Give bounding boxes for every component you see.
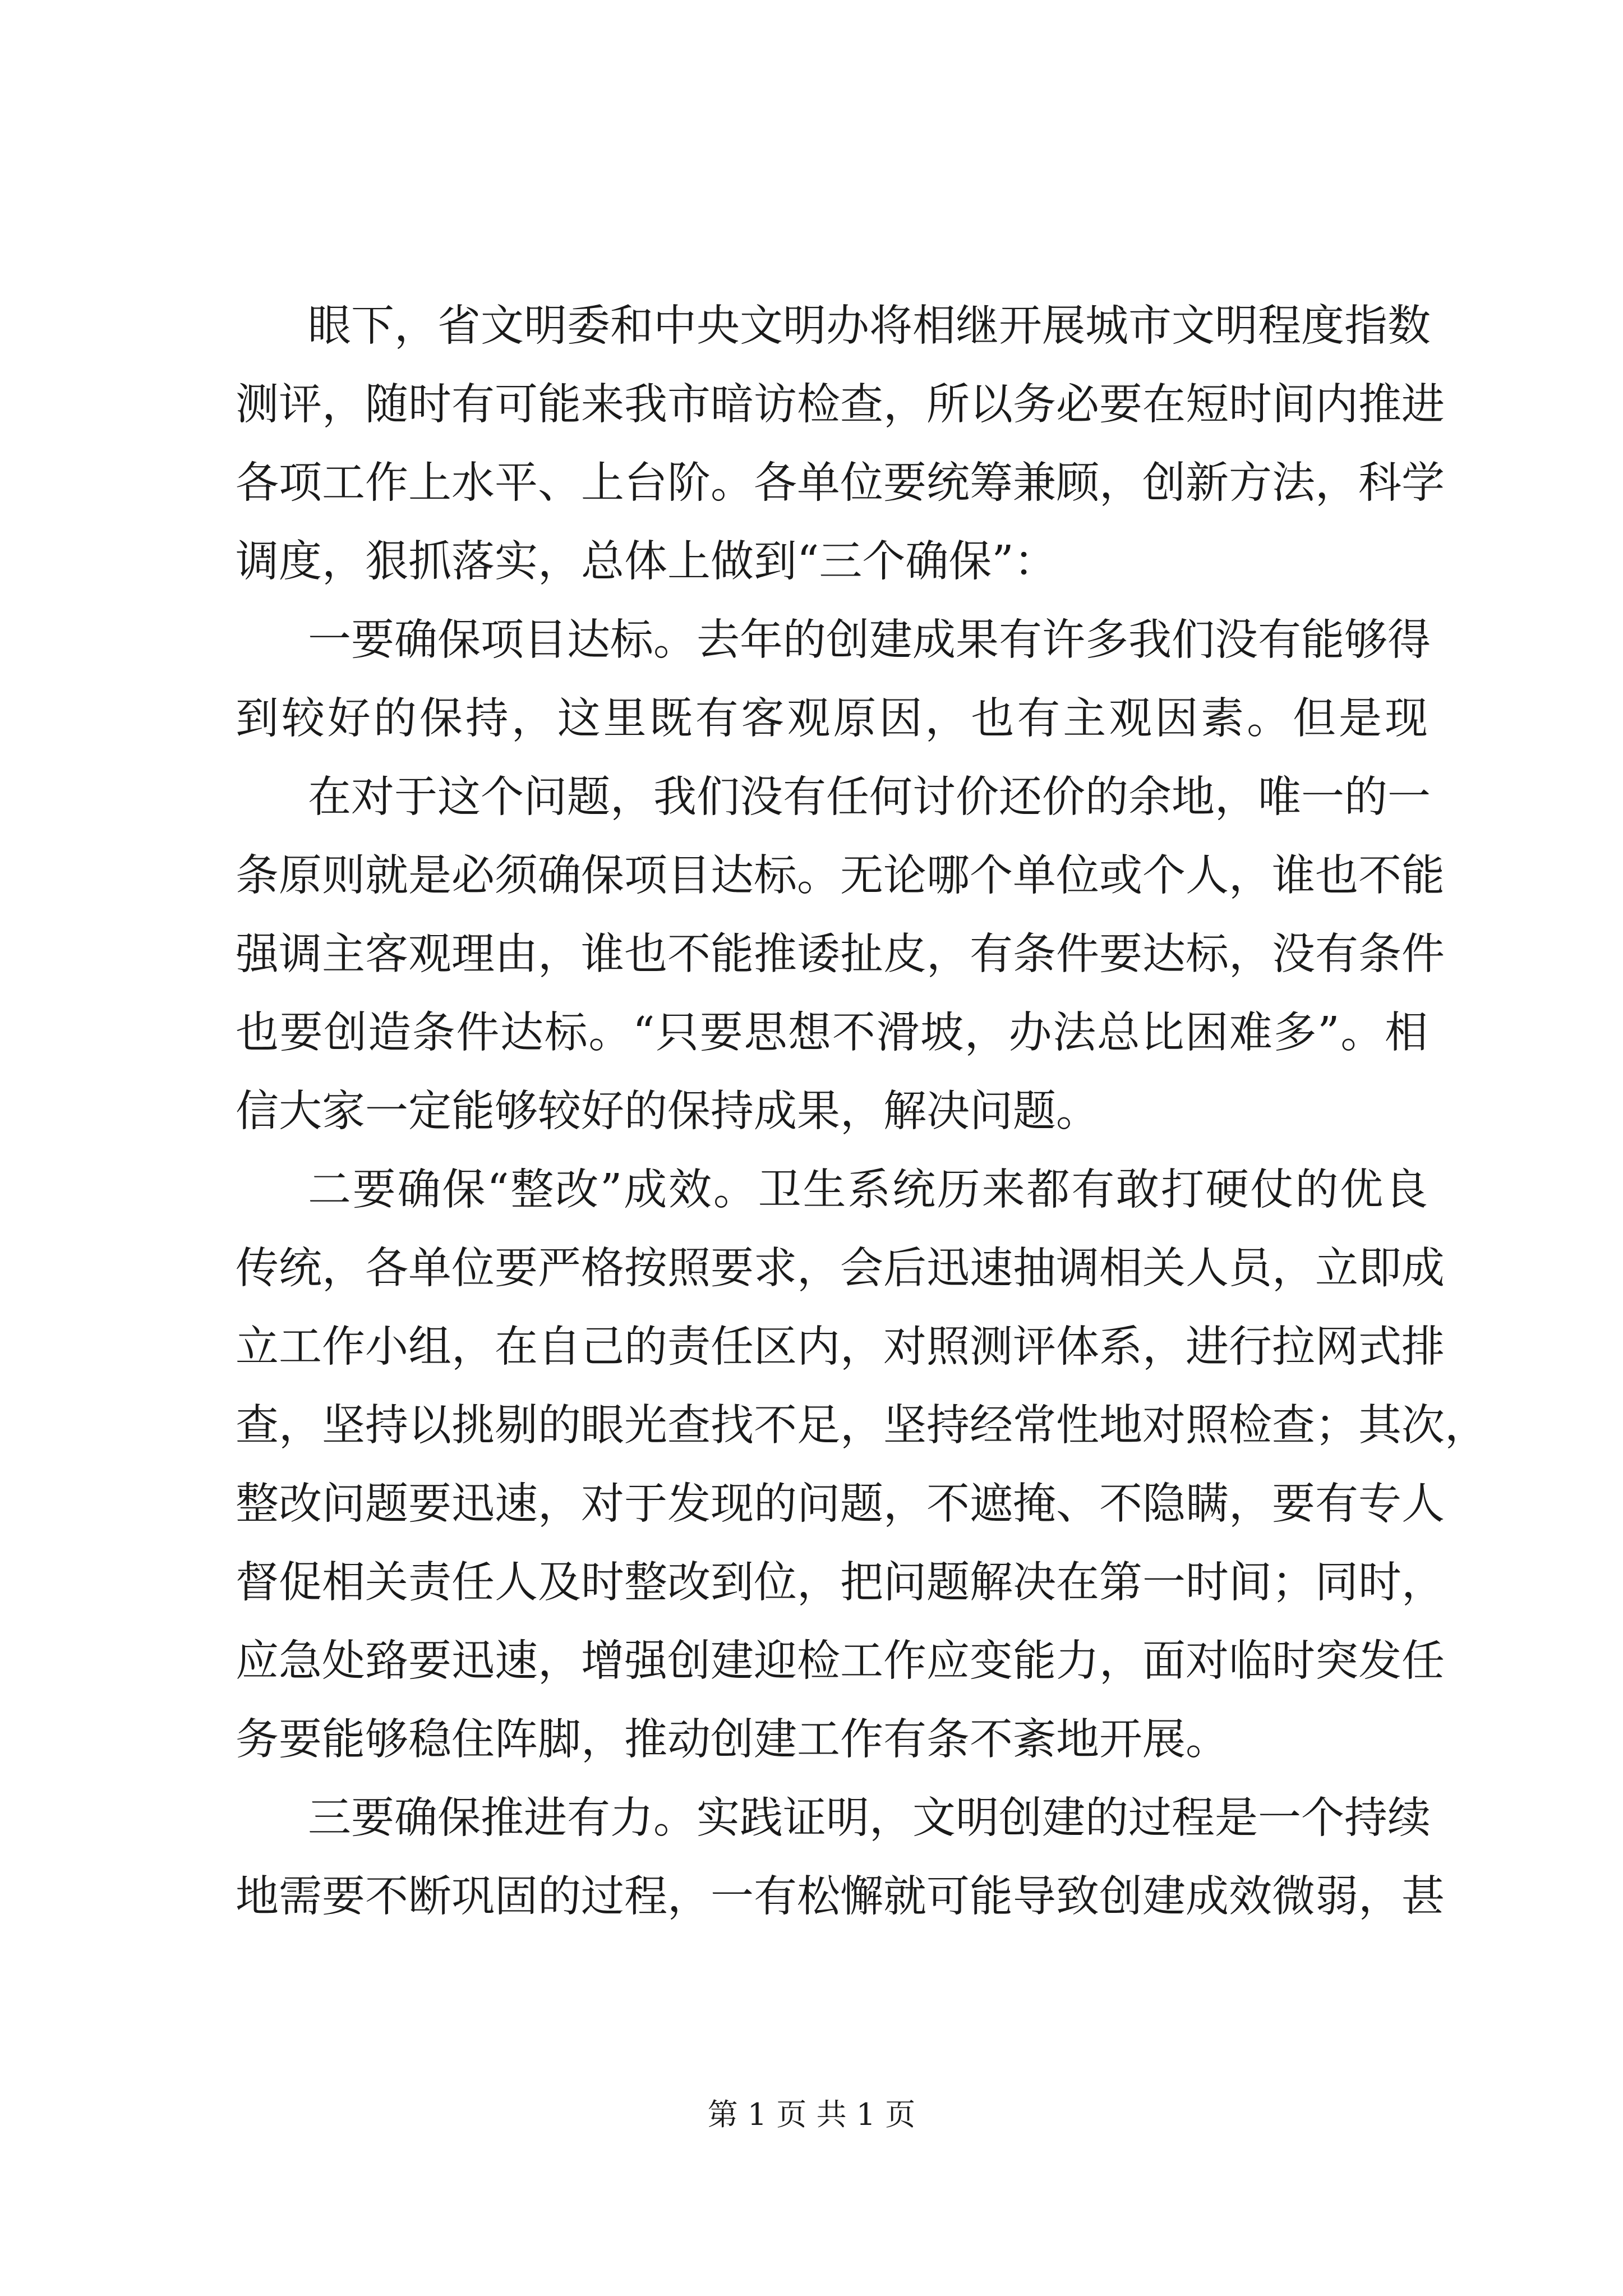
text-line: 调度，狠抓落实，总体上做到“三个确保”： bbox=[236, 537, 1057, 587]
text-line: 信大家一定能够较好的保持成果，解决问题。 bbox=[236, 1087, 1099, 1137]
text-line: 立工作小组，在自己的责任区内，对照测评体系，进行拉网式排 bbox=[236, 1322, 1445, 1372]
text-line: 应急处臵要迅速，增强创建迎检工作应变能力，面对临时突发任 bbox=[236, 1636, 1445, 1686]
text-line: 查，坚持以挑剔的眼光查找不足，坚持经常性地对照检查；其次， bbox=[236, 1401, 1488, 1451]
text-line: 传统，各单位要严格按照要求，会后迅速抽调相关人员，立即成 bbox=[236, 1244, 1445, 1294]
text-line: 到较好的保持，这里既有客观原因，也有主观因素。但是现 bbox=[236, 694, 1428, 744]
text-line: 整改问题要迅速，对于发现的问题，不遮掩、不隐瞒，要有专人 bbox=[236, 1479, 1445, 1529]
text-line: 各项工作上水平、上台阶。各单位要统筹兼顾，创新方法，科学 bbox=[236, 458, 1445, 508]
text-line: 测评，随时有可能来我市暗访检查，所以务必要在短时间内推进 bbox=[236, 380, 1445, 430]
text-line: 督促相关责任人及时整改到位，把问题解决在第一时间；同时， bbox=[236, 1558, 1445, 1608]
text-line: 在对于这个问题，我们没有任何讨价还价的余地，唯一的一 bbox=[308, 772, 1431, 822]
text-line: 三要确保推进有力。实践证明，文明创建的过程是一个持续 bbox=[308, 1793, 1431, 1843]
text-line: 地需要不断巩固的过程，一有松懈就可能导致创建成效微弱，甚 bbox=[236, 1872, 1445, 1922]
text-line: 眼下，省文明委和中央文明办将相继开展城市文明程度指数 bbox=[308, 301, 1431, 351]
text-line: 二要确保“整改”成效。卫生系统历来都有敢打硬仗的优良 bbox=[308, 1165, 1428, 1215]
text-line: 条原则就是必须确保项目达标。无论哪个单位或个人，谁也不能 bbox=[236, 851, 1445, 901]
text-line: 一要确保项目达标。去年的创建成果有许多我们没有能够得 bbox=[308, 615, 1431, 665]
text-line: 强调主客观理由，谁也不能推诿扯皮，有条件要达标，没有条件 bbox=[236, 930, 1445, 979]
text-line: 务要能够稳住阵脚，推动创建工作有条不紊地开展。 bbox=[236, 1715, 1229, 1765]
page-number-footer: 第 1 页 共 1 页 bbox=[707, 2097, 916, 2132]
text-line: 也要创造条件达标。“只要思想不滑坡，办法总比困难多”。相 bbox=[236, 1008, 1428, 1058]
